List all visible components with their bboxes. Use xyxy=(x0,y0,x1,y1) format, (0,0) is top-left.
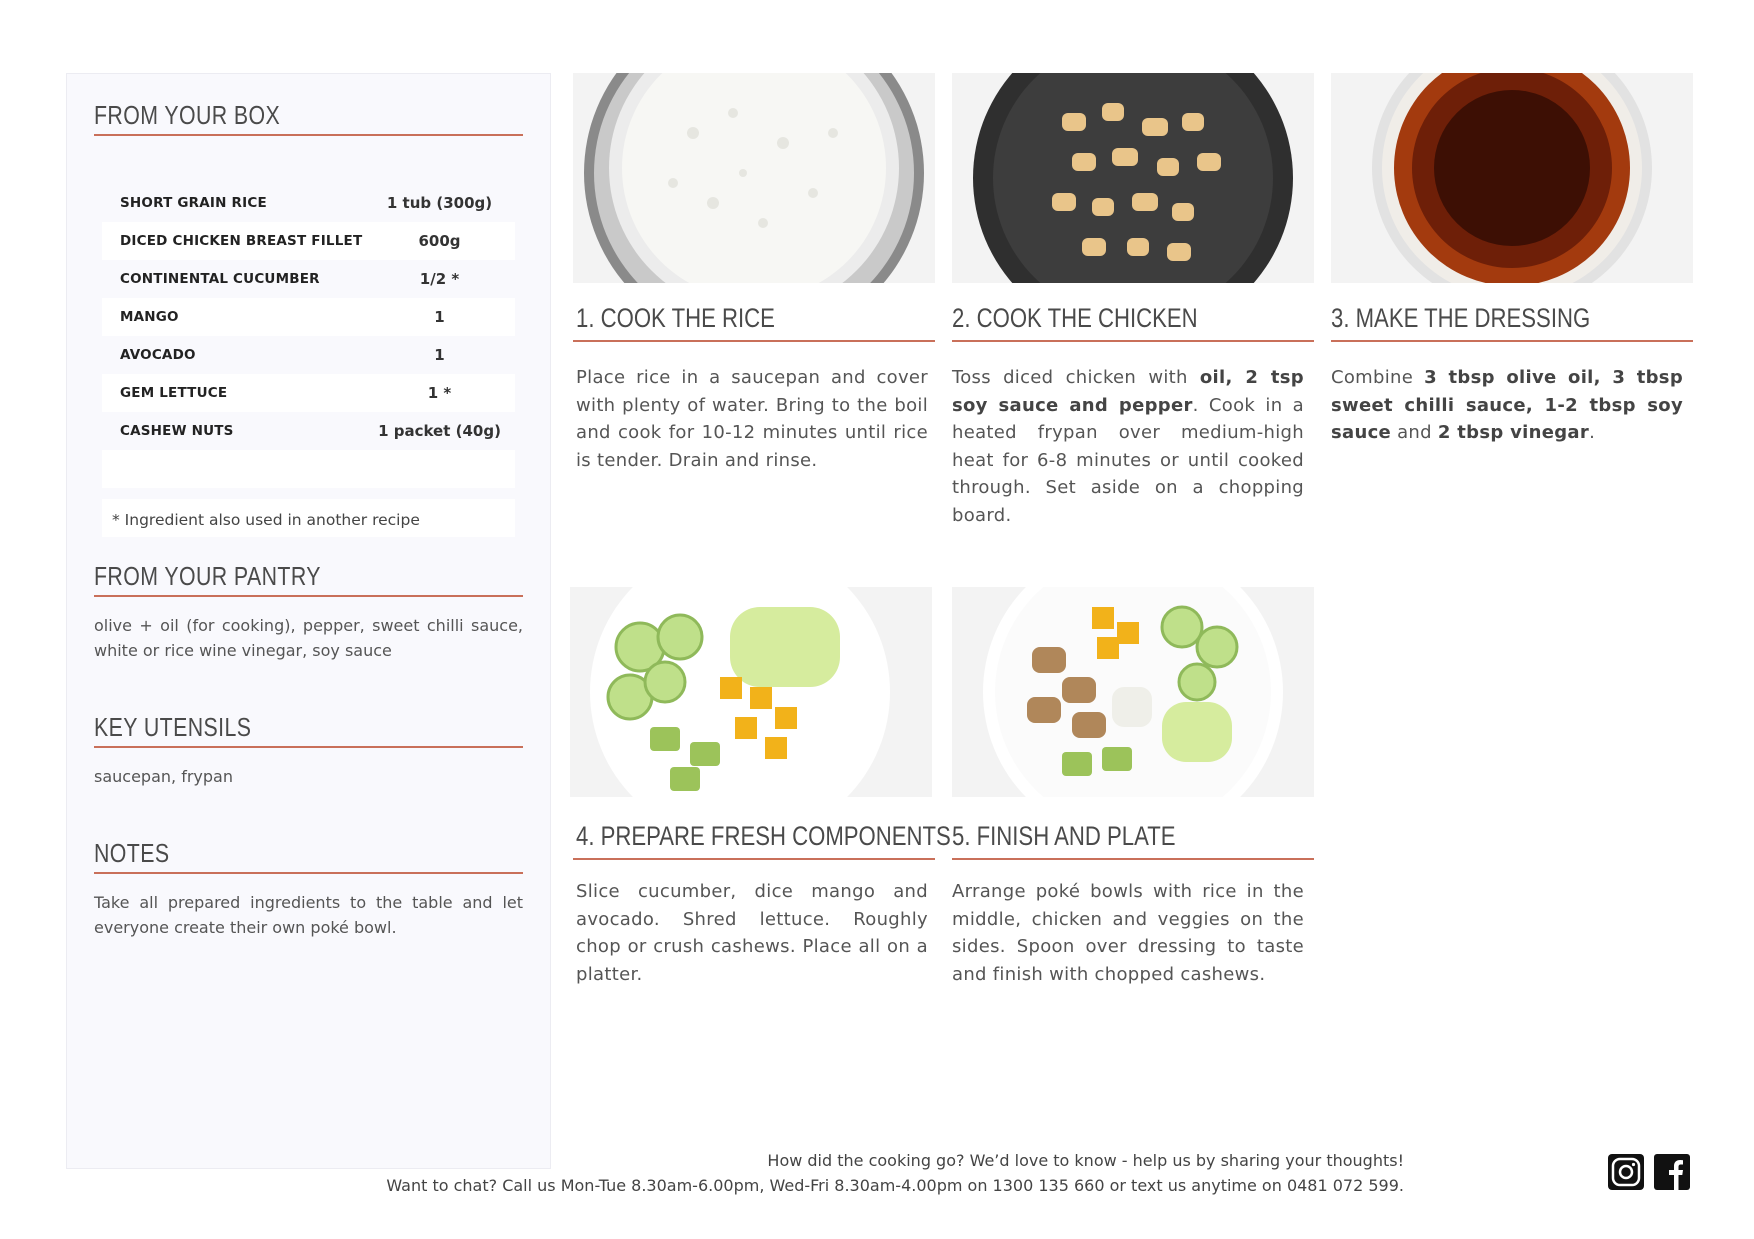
ingredient-name: CONTINENTAL CUCUMBER xyxy=(120,271,320,287)
step-text-run: Combine xyxy=(1331,367,1425,388)
feedback-message: How did the cooking go? We’d love to know - help us by sharing your thoughts! xyxy=(767,1151,1404,1170)
step-text-run: Place rice in a saucepan and cover with plenty of water. Bring to the boil and cook for 10-12 minutes until rice is tender. Drain and rinse. xyxy=(576,367,928,471)
step-rule xyxy=(1331,340,1693,342)
ingredient-name: AVOCADO xyxy=(120,347,196,363)
title-rule xyxy=(94,746,523,748)
ingredient-quantity: 1 tub (300g) xyxy=(386,194,493,212)
title-rule xyxy=(94,595,523,597)
step-text-bold: oil, 2 tsp soy sauce and pepper xyxy=(952,367,1304,416)
ingredient-quantity: 600g xyxy=(418,232,461,250)
ingredient-quantity: 1 xyxy=(434,308,445,326)
ingredient-row xyxy=(102,184,515,222)
step-text-bold: 2 tbsp vinegar xyxy=(1437,422,1590,443)
ingredient-quantity: 1 * xyxy=(427,384,452,402)
instagram-icon[interactable] xyxy=(1607,1153,1645,1191)
step-rule xyxy=(573,340,935,342)
step-text-run: and xyxy=(1391,422,1438,443)
ingredient-row xyxy=(102,222,515,260)
ingredient-name: GEM LETTUCE xyxy=(120,385,228,401)
step-1-title: 1. COOK THE RICE xyxy=(576,303,775,333)
step-1-text xyxy=(576,364,928,474)
ingredient-row xyxy=(102,298,515,336)
title-rule xyxy=(94,134,523,136)
from-your-pantry-title: FROM YOUR PANTRY xyxy=(94,561,321,591)
step-5-image xyxy=(952,587,1314,797)
ingredient-row xyxy=(102,412,515,450)
ingredient-name: CASHEW NUTS xyxy=(120,423,234,439)
step-text-run: . Cook in a heated frypan over medium-high heat for 6-8 minutes or until cooked through. Set aside on a chopping board. xyxy=(952,394,1304,526)
ingredient-name: DICED CHICKEN BREAST FILLET xyxy=(120,233,363,249)
ingredient-name: MANGO xyxy=(120,309,179,325)
contact-message: Want to chat? Call us Mon-Tue 8.30am-6.00pm, Wed-Fri 8.30am-4.00pm on 1300 135 660 or text us anytime on 0481 072 599. xyxy=(386,1176,1404,1195)
ingredient-row-empty xyxy=(102,450,515,488)
step-4-text xyxy=(576,878,928,988)
pantry-text: olive + oil (for cooking), pepper, sweet chilli sauce, white or rice wine vinegar, soy sauce xyxy=(94,616,523,660)
step-5-title: 5. FINISH AND PLATE xyxy=(952,821,1176,851)
ingredient-row xyxy=(102,260,515,298)
step-2-text xyxy=(952,364,1304,529)
title-rule xyxy=(94,872,523,874)
ingredient-footnote: * Ingredient also used in another recipe xyxy=(102,499,515,537)
notes-title: NOTES xyxy=(94,838,170,868)
ingredient-name: SHORT GRAIN RICE xyxy=(120,195,267,211)
ingredient-row xyxy=(102,374,515,412)
step-text-run: Slice cucumber, dice mango and avocado. Shred lettuce. Roughly chop or crush cashews. Place all on a platter. xyxy=(576,881,928,985)
from-your-box-title: FROM YOUR BOX xyxy=(94,100,281,130)
ingredients-table xyxy=(102,184,515,488)
key-utensils-title: KEY UTENSILS xyxy=(94,712,252,742)
facebook-icon[interactable] xyxy=(1653,1153,1691,1191)
step-4-title: 4. PREPARE FRESH COMPONENTS xyxy=(576,821,951,851)
ingredient-quantity: 1 xyxy=(434,346,445,364)
utensils-text: saucepan, frypan xyxy=(94,767,233,786)
ingredient-quantity: 1/2 * xyxy=(419,270,460,288)
step-text-run: Arrange poké bowls with rice in the middle, chicken and veggies on the sides. Spoon over dressing to taste and finish with chopped cashews. xyxy=(952,881,1304,985)
step-1-image xyxy=(573,73,935,283)
step-3-text xyxy=(1331,364,1683,447)
step-rule xyxy=(952,858,1314,860)
step-text-bold: 3 tbsp olive oil, 3 tbsp sweet chilli sauce, 1-2 tbsp soy sauce xyxy=(1331,367,1683,443)
ingredient-quantity: 1 packet (40g) xyxy=(378,422,501,440)
step-5-text xyxy=(952,878,1304,988)
step-4-image xyxy=(570,587,932,797)
ingredients-panel xyxy=(66,73,551,1169)
step-3-title: 3. MAKE THE DRESSING xyxy=(1331,303,1591,333)
step-text-run: . xyxy=(1589,422,1596,443)
step-text-run: Toss diced chicken with xyxy=(952,367,1200,388)
step-rule xyxy=(573,858,935,860)
step-3-image xyxy=(1331,73,1693,283)
step-2-title: 2. COOK THE CHICKEN xyxy=(952,303,1198,333)
ingredient-row xyxy=(102,336,515,374)
step-rule xyxy=(952,340,1314,342)
step-2-image xyxy=(952,73,1314,283)
notes-text: Take all prepared ingredients to the table and let everyone create their own poké bowl. xyxy=(94,893,523,937)
